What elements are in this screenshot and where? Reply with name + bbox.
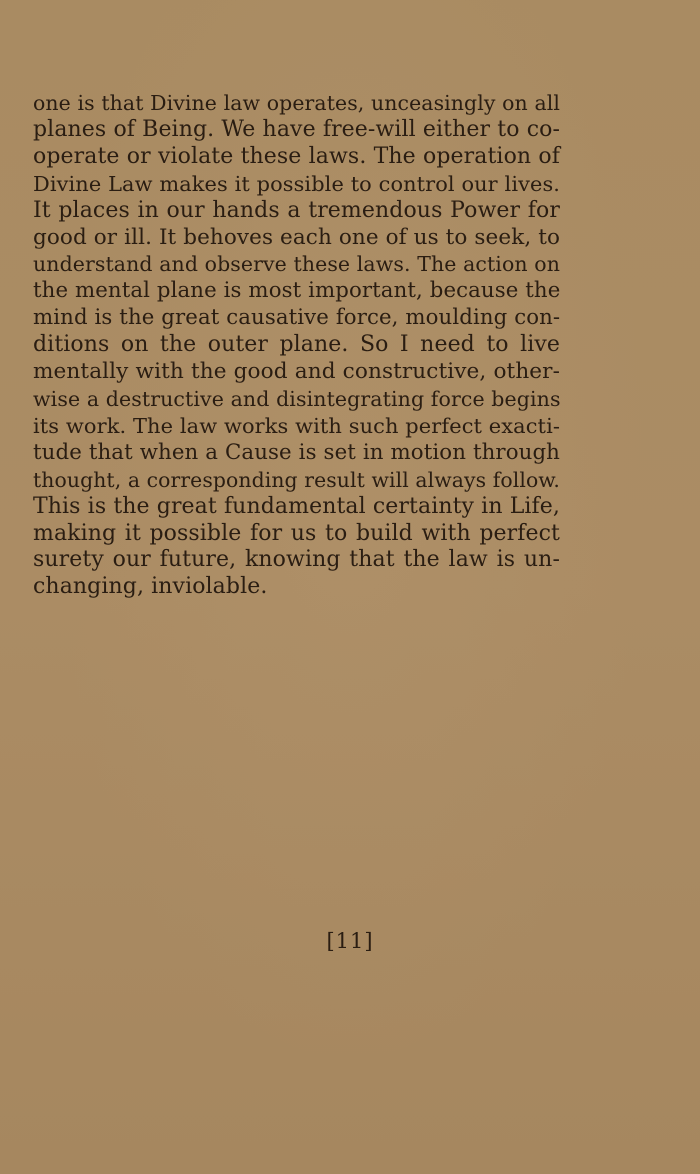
text-line: mind is the great causative force, moulding con-	[33, 305, 561, 331]
text-line: good or ill. It behoves each one of us to seek, to	[33, 224, 560, 250]
text-line: planes of Being. We have free-will either to co-	[33, 116, 560, 142]
text-line: the mental plane is most important, because the	[33, 278, 561, 304]
text-line: its work. The law works with such perfect exacti-	[33, 413, 561, 438]
text-line: Divine Law makes it possible to control our lives.	[33, 171, 560, 196]
text-line: It places in our hands a tremendous Power for	[33, 197, 560, 223]
text-line-last: changing, inviolable.	[33, 574, 268, 600]
text-line: tude that when a Cause is set in motion through	[33, 439, 560, 465]
text-line: ditions on the outer plane. So I need to live	[33, 332, 560, 358]
text-line: wise a destructive and disintegrating force begins	[33, 386, 561, 411]
text-line: surety our future, knowing that the law is un-	[33, 547, 560, 573]
text-line: operate or violate these laws. The operation of	[33, 143, 560, 169]
text-line: understand and observe these laws. The action on	[33, 252, 560, 277]
body-text	[33, 90, 560, 601]
text-line: making it possible for us to build with perfect	[33, 520, 560, 546]
text-line: mentally with the good and constructive, other-	[33, 359, 560, 385]
page-number: [11]	[326, 929, 374, 953]
text-line: thought, a corresponding result will always follow.	[33, 467, 560, 492]
text-line: This is the great fundamental certainty in Life,	[33, 493, 560, 519]
text-line: one is that Divine law operates, unceasingly on all	[33, 91, 560, 115]
